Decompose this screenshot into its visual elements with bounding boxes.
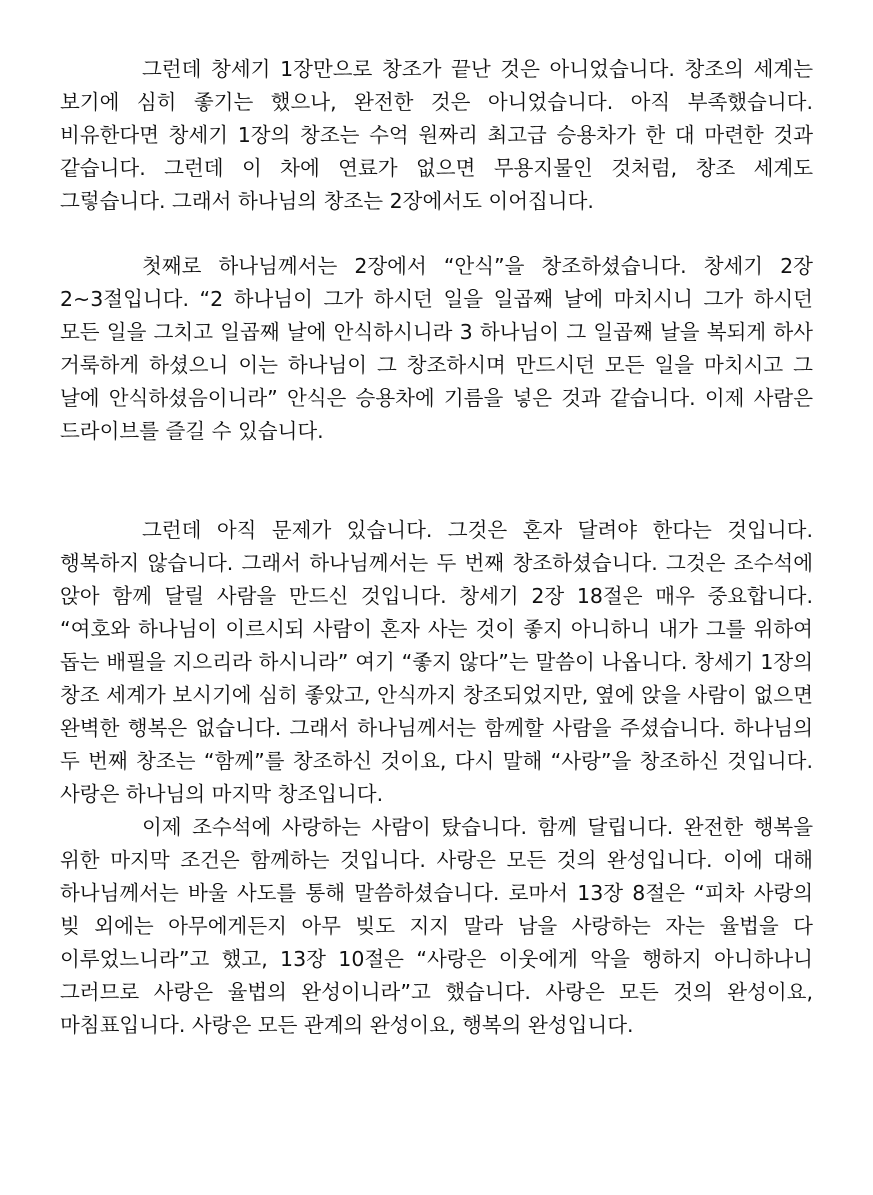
section-spacer: [60, 448, 813, 514]
paragraph-3: 그런데 아직 문제가 있습니다. 그것은 혼자 달려야 한다는 것입니다. 행복하지 않습니다. 그래서 하나님께서는 두 번째 창조하셨습니다. 그것은 조수석에 앉아 함께 달릴 사람을 만드신 것입니다. 창세기 2장 18절은 매우 중요합니다. “여호와 하나님이 이르시되 사람이 혼자 사는 것이 좋지 아니하니 내가 그를 위하여 돕는 배필을 지으리라 하시니라” 여기 “좋지 않다”는 말씀이 나옵니다. 창세기 1장의 창조 세계가 보시기에 심히 좋았고, 안식까지 창조되었지만, 옆에 앉을 사람이 없으면 완벽한 행복은 없습니다. 그래서 하나님께서는 함께할 사람을 주셨습니다. 하나님의 두 번째 창조는 “함께”를 창조하신 것이요, 다시 말해 “사랑”을 창조하신 것입니다. 사랑은 하나님의 마지막 창조입니다.: [60, 518, 813, 806]
paragraph-4: 이제 조수석에 사랑하는 사람이 탔습니다. 함께 달립니다. 완전한 행복을 위한 마지막 조건은 함께하는 것입니다. 사랑은 모든 것의 완성입니다. 이에 대해 하나님께서는 바울 사도를 통해 말씀하셨습니다. 로마서 13장 8절은 “피차 사랑의 빚 외에는 아무에게든지 아무 빚도 지지 말라 남을 사랑하는 자는 율법을 다 이루었느니라”고 했고, 13장 10절은 “사랑은 이웃에게 악을 행하지 아니하나니 그러므로 사랑은 율법의 완성이니라”고 했습니다. 사랑은 모든 것의 완성이요, 마침표입니다. 사랑은 모든 관계의 완성이요, 행복의 완성입니다.: [60, 815, 814, 1037]
paragraph-1: 그런데 창세기 1장만으로 창조가 끝난 것은 아니었습니다. 창조의 세계는 보기에 심히 좋기는 했으나, 완전한 것은 아니었습니다. 아직 부족했습니다. 비유한다면 창세기 1장의 창조는 수억 원짜리 최고급 승용차가 한 대 마련한 것과 같습니다. 그런데 이 차에 연료가 없으면 무용지물인 것처럼, 창조 세계도 그렇습니다. 그래서 하나님의 창조는 2장에서도 이어집니다.: [60, 57, 813, 213]
paragraph-2: 첫째로 하나님께서는 2장에서 “안식”을 창조하셨습니다. 창세기 2장 2~3절입니다. “2 하나님이 그가 하시던 일을 일곱째 날에 마치시니 그가 하시던 모든 일을 그치고 일곱째 날에 안식하시니라 3 하나님이 그 일곱째 날을 복되게 하사 거룩하게 하셨으니 이는 하나님이 그 창조하시며 만드시던 모든 일을 마치시고 그 날에 안식하셨음이니라” 안식은 승용차에 기름을 넣은 것과 같습니다. 이제 사람은 드라이브를 즐길 수 있습니다.: [60, 254, 813, 443]
document-page: [60, 53, 813, 1042]
paragraph-spacer: [60, 218, 813, 250]
